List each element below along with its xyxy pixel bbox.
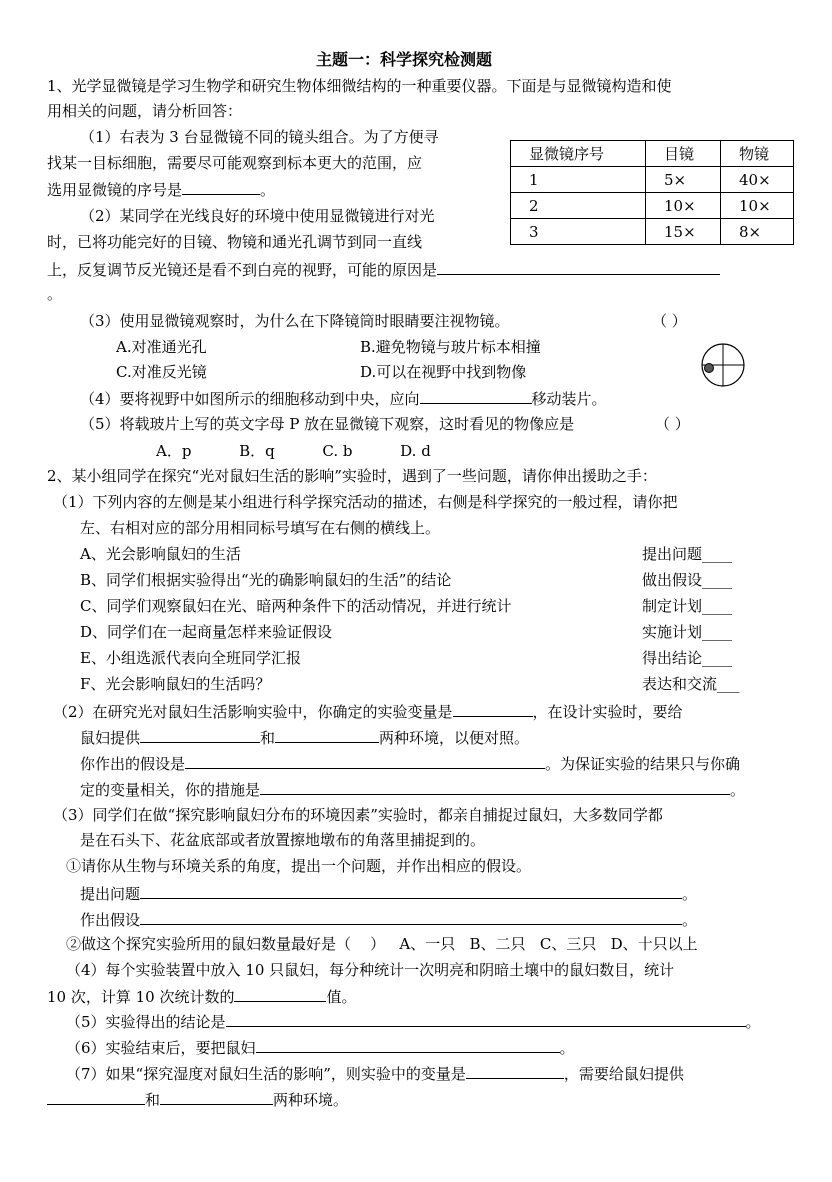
q2-s2-hypothesis-blank[interactable]: [185, 753, 545, 769]
q2-s1-line1: （1）下列内容的左侧是某小组进行科学探究活动的描述，右侧是科学探究的一般过程，请你把: [53, 493, 678, 511]
list-item-right[interactable]: 提出问题____: [642, 545, 733, 563]
q2-s2-text2: ，在设计实验时，要给: [532, 703, 683, 721]
q1-p5-question: （5）将载玻片上写的英文字母 P 放在显微镜下观察，这时看见的物像应是: [80, 415, 575, 433]
q2-s2-text6: 。为保证实验的结果只与你确: [545, 755, 741, 773]
list-item-right[interactable]: 表达和交流___: [642, 675, 740, 693]
q2-s6-answer-blank[interactable]: [256, 1037, 560, 1053]
q1-p2-text: 上，反复调节反光镜还是看不到白亮的视野，可能的原因是: [47, 261, 438, 279]
list-item-right[interactable]: 制定计划____: [642, 597, 733, 615]
q1-p4-answer-blank[interactable]: [420, 388, 532, 404]
q2-s7-end: 两种环境。: [273, 1091, 349, 1109]
q2-s3-line1: （3）同学们在做“探究影响鼠妇分布的环境因素”实验时，都亲自捕捉过鼠妇，大多数同学都: [53, 806, 663, 824]
q2-s4-line1: （4）每个实验装置中放入 10 只鼠妇，每分种统计一次明亮和阴暗土壤中的鼠妇数目，统计: [66, 961, 675, 979]
q2-s2-text1: （2）在研究光对鼠妇生活影响实验中，你确定的实验变量是: [53, 703, 453, 721]
q2-s4-line2: [47, 986, 357, 1007]
table-cell: 3: [511, 219, 646, 245]
q2-s2-and: 和: [260, 729, 276, 747]
q2-s2-env2-blank[interactable]: [275, 727, 379, 743]
table-cell: 1: [511, 167, 646, 193]
table-row: [511, 219, 794, 245]
q1-p4-text: （4）要将视野中如图所示的细胞移动到中央，应向: [80, 390, 420, 408]
table-cell: 5×: [646, 167, 721, 193]
q2-s7-and: 和: [145, 1091, 161, 1109]
q1-intro-line2: 用相关的问题，请分析回答：: [47, 102, 243, 120]
table-cell: 10×: [646, 193, 721, 219]
q1-p2-line3: [47, 259, 720, 280]
q1-p3-option-d: D.可以在视野中找到物像: [360, 363, 527, 381]
q1-p5-answer-paren[interactable]: （ ）: [655, 415, 690, 433]
q2-s2-text3: 鼠妇提供: [80, 729, 141, 747]
q2-s6-end: 。: [559, 1039, 575, 1057]
list-item-left: D、同学们在一起商量怎样来验证假设: [80, 623, 333, 641]
q2-s7-line2: [47, 1089, 348, 1110]
q2-s2-line4: [80, 779, 745, 800]
q2-s5-end: 。: [745, 1013, 761, 1031]
list-item-right[interactable]: 做出假设____: [642, 571, 733, 589]
list-item-right[interactable]: 实施计划____: [642, 623, 733, 641]
table-cell: 40×: [721, 167, 794, 193]
q1-p1-text: 选用显微镜的序号是: [47, 181, 183, 199]
q2-s3-hypothesis-end: 。: [682, 911, 698, 929]
q2-s7-env2-blank[interactable]: [160, 1089, 273, 1105]
q1-p1-answer-blank[interactable]: [182, 179, 260, 195]
q1-p1-end: 。: [260, 181, 276, 199]
q2-s6-text: （6）实验结束后，要把鼠妇: [66, 1039, 256, 1057]
q1-p2-end: 。: [47, 285, 63, 303]
table-header: 显微镜序号: [511, 141, 646, 167]
table-cell: 15×: [646, 219, 721, 245]
q2-s2-measure-blank[interactable]: [260, 779, 730, 795]
q2-s3-hypothesis-line: [80, 909, 697, 930]
microscope-table: [510, 140, 794, 245]
q1-p2-line1: （2）某同学在光线良好的环境中使用显微镜进行对光: [80, 207, 435, 225]
q2-s3-question-blank[interactable]: [140, 883, 682, 899]
q1-p3-question: （3）使用显微镜观察时，为什么在下降镜筒时眼睛要注视物镜。: [80, 312, 510, 330]
q1-p2-answer-blank[interactable]: [437, 259, 720, 275]
q2-s3-question-label: 提出问题: [80, 885, 141, 903]
list-item-left: E、小组选派代表向全班同学汇报: [80, 649, 301, 667]
q1-p1-line2: 找某一目标细胞，需要尽可能观察到标本更大的范围，应: [47, 154, 423, 172]
page-title: 主题一：科学探究检测题: [316, 50, 493, 69]
q1-p4-line: [80, 388, 607, 409]
list-item-left: C、同学们观察鼠妇在光、暗两种条件下的活动情况，并进行统计: [80, 597, 512, 615]
q1-p1-line1: （1）右表为 3 台显微镜不同的镜头组合。为了方便寻: [80, 128, 439, 146]
list-item-left: A、光会影响鼠妇的生活: [80, 545, 241, 563]
q2-s3-question-line: [80, 883, 697, 904]
q2-s2-text7: 定的变量相关，你的措施是: [80, 781, 261, 799]
q2-s7-text2: ，需要给鼠妇提供: [563, 1065, 684, 1083]
q2-s3-hypothesis-label: 作出假设: [80, 911, 141, 929]
q2-s4-average-blank[interactable]: [234, 986, 326, 1002]
q1-p3-option-a: A.对准通光孔: [116, 338, 207, 356]
q1-p1-line3: [47, 179, 275, 200]
table-row: [511, 167, 794, 193]
q2-s7-text1: （7）如果“探究湿度对鼠妇生活的影响”，则实验中的变量是: [66, 1065, 466, 1083]
q1-p4-end: 移动装片。: [531, 390, 607, 408]
q2-s2-line2: [80, 727, 529, 748]
q2-s7-env1-blank[interactable]: [47, 1089, 145, 1105]
q2-s4-text: 10 次，计算 10 次统计数的: [47, 988, 235, 1006]
q2-s5-line: [66, 1011, 761, 1032]
q2-s2-line1: [53, 701, 683, 722]
list-item-left: B、同学们根据实验得出“光的确影响鼠妇的生活”的结论: [80, 571, 452, 589]
q1-p3-option-b: B.避免物镜与玻片标本相撞: [360, 338, 541, 356]
table-cell: 10×: [721, 193, 794, 219]
q2-s2-end: 。: [730, 781, 746, 799]
q2-s2-line3: [80, 753, 740, 774]
q2-s6-line: [66, 1037, 575, 1058]
q2-s5-conclusion-blank[interactable]: [226, 1011, 746, 1027]
microscope-field-diagram: [700, 342, 746, 388]
q2-s2-text4: 两种环境，以便对照。: [379, 729, 530, 747]
q2-s3-line2: 是在石头下、花盆底部或者放置擦地墩布的角落里捕捉到的。: [80, 831, 486, 849]
table-header: 目镜: [646, 141, 721, 167]
list-item-right[interactable]: 得出结论____: [642, 649, 733, 667]
q2-s1-line2: 左、右相对应的部分用相同标号填写在右侧的横线上。: [80, 519, 441, 537]
q2-s2-env1-blank[interactable]: [140, 727, 260, 743]
cell-dot-icon: [705, 364, 714, 373]
q2-s3-count-question: ②做这个探究实验所用的鼠妇数量最好是（ ） A、一只 B、二只 C、三只 D、十只以上: [66, 935, 698, 953]
q2-s3-hypothesis-blank[interactable]: [140, 909, 682, 925]
q2-s4-end: 值。: [326, 988, 357, 1006]
table-row: [511, 193, 794, 219]
table-cell: 2: [511, 193, 646, 219]
q1-p5-options: A．p B．q C. b D. d: [156, 442, 431, 460]
q2-s7-line1: [66, 1063, 684, 1084]
q2-s7-variable-blank[interactable]: [466, 1063, 564, 1079]
table-header-row: [511, 141, 794, 167]
q2-intro: 2、某小组同学在探究“光对鼠妇生活的影响”实验时，遇到了一些问题，请你伸出援助之手：: [47, 467, 657, 485]
q1-p3-answer-paren[interactable]: （ ）: [652, 312, 687, 330]
q2-s3-question-end: 。: [682, 885, 698, 903]
q1-p2-line2: 时，已将功能完好的目镜、物镜和通光孔调节到同一直线: [47, 233, 423, 251]
q1-p3-option-c: C.对准反光镜: [116, 363, 207, 381]
q1-intro-line1: 1、光学显微镜是学习生物学和研究生物体细微结构的一种重要仪器。下面是与显微镜构造和使: [47, 77, 672, 95]
q2-s2-text5: 你作出的假设是: [80, 755, 186, 773]
q2-s2-variable-blank[interactable]: [453, 701, 533, 717]
q2-s3-line3: ①请你从生物与环境关系的角度，提出一个问题，并作出相应的假设。: [66, 857, 532, 875]
table-header: 物镜: [721, 141, 794, 167]
list-item-left: F、光会影响鼠妇的生活吗？: [80, 675, 271, 693]
q2-s5-text: （5）实验得出的结论是: [66, 1013, 226, 1031]
table-cell: 8×: [721, 219, 794, 245]
